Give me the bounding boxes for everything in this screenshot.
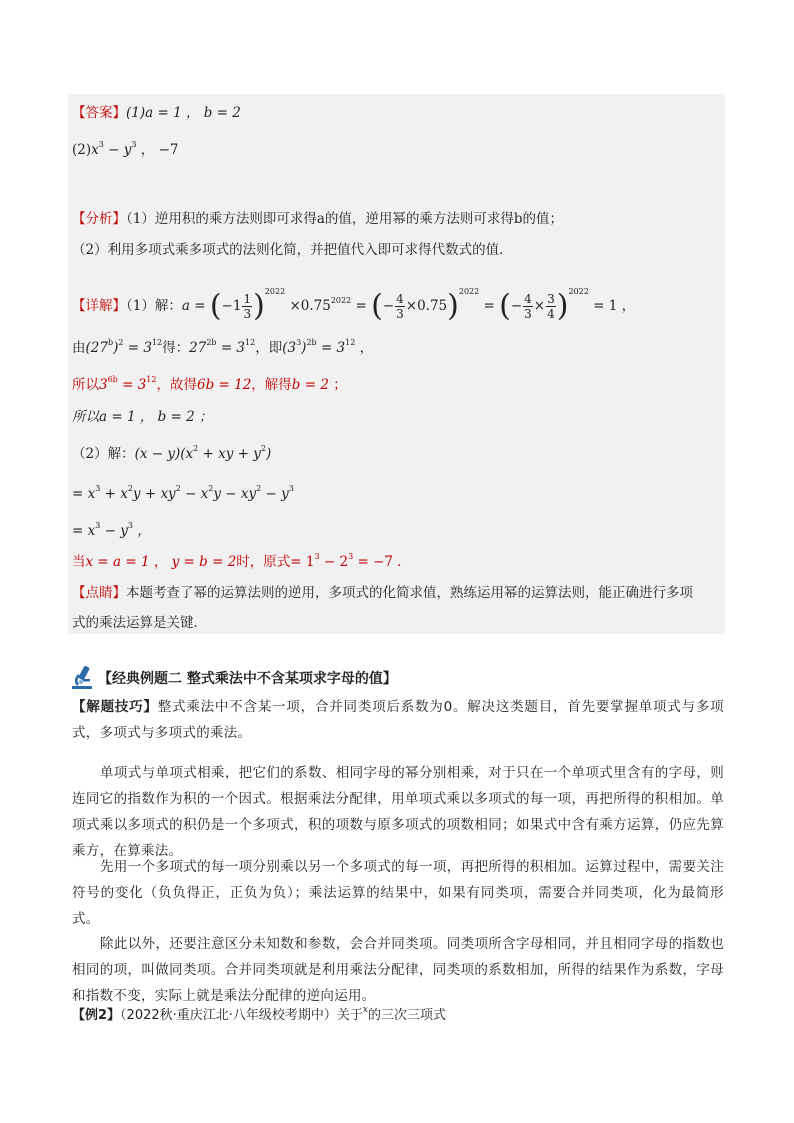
analysis-2: （2）利用多项式乘多项式的法则化简，并把值代入即可求得代数式的值． — [72, 242, 513, 258]
when-mid: 时，原式 — [236, 554, 291, 570]
example-line — [72, 1004, 446, 1023]
point-text-1: 本题考查了幂的运算法则的逆用，多项式的化简求值，熟练运用幂的运算法则，能正确进行多项 — [126, 585, 693, 601]
detail-line-3: 所以$3^{6b} = 3^{12}$，故得6b = 12，解得b = 2 ； — [72, 375, 347, 393]
analysis-1: （1）逆用积的乘方法则即可求得a的值，逆用幂的乘方法则可求得b的值； — [126, 211, 564, 227]
example-text-2: 的三次三项式 — [367, 1008, 446, 1023]
detail-line-8: 当x = a = 1 ， y = b = 2时，原式= $1^3 - 2^3 = -7$ ． — [72, 552, 411, 570]
answer-1: (1)a = 1 ， b = 2 — [126, 105, 241, 121]
point-line-2 — [72, 611, 207, 631]
tip-paragraph — [72, 694, 724, 746]
point-line-1 — [72, 581, 693, 601]
step-so: 所以 — [72, 377, 99, 393]
analysis-tag: 【分析】 — [72, 211, 126, 227]
tip-tag: 【解题技巧】 — [72, 699, 158, 715]
detail-line-1: 【详解】（1）解：a = (−1 $\frac{1}{3}$ )$^{2022} \times 0.75^{2022}$ = (− $\frac{4}{3}$ ×0.75)$^{2022}$ = (− $\frac{4}{3}$ × $\frac{3}{4}$ )$^{2022}$ = 1 ， — [72, 287, 636, 324]
tip-text: 整式乘法中不含某一项，合并同类项后系数为0。解决这类题目，首先要掌握单项式与多项式，多项式与多项式的乘法。 — [72, 699, 724, 741]
detail-line-5: （2）解：$(x - y)(x^2$ + xy + $y^2$) — [72, 444, 272, 462]
paragraph-2: 先用一个多项式的每一项分别乘以另一个多项式的每一项，再把所得的积相加。运算过程中，需要关注符号的变化（负负得正，正负为负）；乘法运算的结果中，如果有同类项，需要合并同类项，化为最简形式。 — [72, 859, 724, 927]
microscope-icon — [70, 664, 96, 690]
example-text: （2022秋·重庆江北·八年级校考期中）关于 — [120, 1008, 363, 1023]
step-ie: ，即 — [255, 340, 283, 356]
detail-1-prefix: （1）解： — [126, 298, 182, 314]
answer-line-2: $(2)x^3 - y^3$ ， −7 — [72, 140, 179, 158]
answer-tag: 【答案】 — [72, 105, 126, 121]
answer-line-1 — [72, 101, 241, 121]
example-tag: 【例2】 — [72, 1008, 121, 1023]
step-from: 由 — [72, 340, 86, 356]
answer-2-prefix: (2) — [72, 142, 92, 158]
step-so-ab: 所以a = 1 ， b = 2 ； — [72, 409, 213, 425]
detail-tag: 【详解】 — [72, 298, 126, 314]
analysis-line-2 — [72, 238, 513, 258]
example-var: x — [362, 1005, 368, 1015]
step-therefore: ，故得 — [156, 377, 197, 393]
detail-2-prefix: （2）解： — [72, 446, 135, 462]
detail-line-6: = $x^3 + x^2y + xy^2 - x^2y - xy^2 - y^3$ — [72, 484, 294, 502]
detail-line-4 — [72, 405, 213, 425]
analysis-line-1 — [72, 207, 563, 227]
step-solve: ，解得 — [251, 377, 292, 393]
detail-line-2: 由$(27^b)^2 = 3^{12}$得：$27^{2b} = 3^{12}$，即$(3^3)^{2b} = 3^{12}$ ， — [72, 338, 374, 356]
paragraph-3: 除此以外，还要注意区分未知数和参数，会合并同类项。同类项所含字母相同，并且相同字母的指数也相同的项，叫做同类项。合并同类项就是利用乘法分配律，同类项的系数相加，所得的结果作为系数，字母和指数不变，实际上就是乘法分配律的逆向运用。 — [72, 936, 724, 1004]
section-title: 【经典例题二 整式乘法中不含某项求字母的值】 — [98, 671, 397, 687]
detail-line-7: = $x^3 - y^3$ ， — [72, 521, 151, 539]
point-text-2: 式的乘法运算是关键． — [72, 615, 207, 631]
answer-2-value: −7 — [158, 142, 179, 158]
paragraph-1: 单项式与单项式相乘，把它们的系数、相同字母的幂分别相乘，对于只在一个单项式里含有的字母，则连同它的指数作为积的一个因式。根据乘法分配律，用单项式乘以多项式的每一项，再把所得的积相加。单项式乘以多项式的积仍是一个多项式，积的项数与原多项式的项数相同；如果式中含有乘方运算，仍应先算乘方，在算乘法。 — [72, 765, 724, 859]
when-text: 当 — [72, 554, 86, 570]
step-from-text: 得： — [162, 340, 190, 356]
point-tag: 【点睛】 — [72, 585, 126, 601]
